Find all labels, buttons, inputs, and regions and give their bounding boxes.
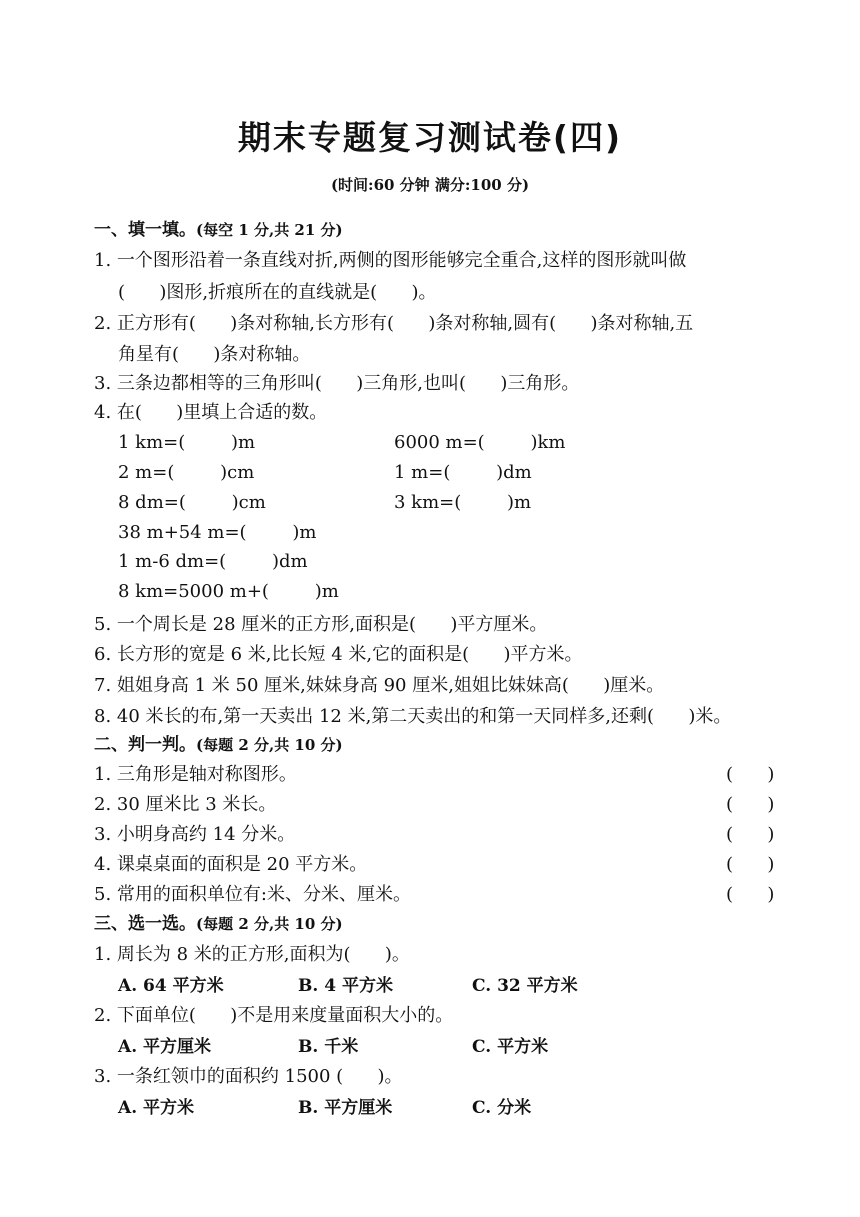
choice-1-option-b: B. 4 平方米 bbox=[298, 976, 393, 996]
section-3-title: 三、选一选。 bbox=[94, 914, 196, 934]
question-2-line-1: 2. 正方形有( )条对称轴,长方形有( )条对称轴,圆有( )条对称轴,五 bbox=[94, 313, 694, 334]
section-1-title: 一、填一填。 bbox=[94, 220, 196, 240]
section-2-note: (每题 2 分,共 10 分) bbox=[196, 736, 343, 754]
judge-bracket-1: ( ) bbox=[726, 764, 775, 785]
conversion-left-3: 8 dm=( )cm bbox=[118, 492, 266, 513]
choice-1-option-c: C. 32 平方米 bbox=[472, 976, 578, 996]
judge-item-5: 5. 常用的面积单位有:米、分米、厘米。 bbox=[94, 884, 411, 905]
question-5: 5. 一个周长是 28 厘米的正方形,面积是( )平方厘米。 bbox=[94, 614, 548, 635]
section-3-heading bbox=[94, 912, 343, 936]
judge-bracket-2: ( ) bbox=[726, 794, 775, 815]
judge-item-3: 3. 小明身高约 14 分米。 bbox=[94, 824, 296, 845]
conversion-left-2: 2 m=( )cm bbox=[118, 462, 255, 483]
section-2-heading bbox=[94, 733, 343, 757]
choice-3-option-c: C. 分米 bbox=[472, 1098, 532, 1118]
judge-bracket-3: ( ) bbox=[726, 824, 775, 845]
exam-info: (时间:60 分钟 满分:100 分) bbox=[330, 176, 530, 194]
judge-item-2: 2. 30 厘米比 3 米长。 bbox=[94, 794, 277, 815]
judge-bracket-4: ( ) bbox=[726, 854, 775, 875]
choice-3-option-a: A. 平方米 bbox=[118, 1098, 195, 1118]
question-7: 7. 姐姐身高 1 米 50 厘米,妹妹身高 90 厘米,姐姐比妹妹高( )厘米。 bbox=[94, 675, 665, 696]
question-1-line-1: 1. 一个图形沿着一条直线对折,两侧的图形能够完全重合,这样的图形就叫做 bbox=[94, 250, 687, 271]
choice-2-option-b: B. 千米 bbox=[298, 1037, 359, 1057]
choice-2-option-c: C. 平方米 bbox=[472, 1037, 549, 1057]
conversion-right-3: 3 km=( )m bbox=[394, 492, 532, 513]
judge-item-4: 4. 课桌桌面的面积是 20 平方米。 bbox=[94, 854, 368, 875]
conversion-left-6: 8 km=5000 m+( )m bbox=[118, 581, 339, 602]
section-1-heading bbox=[94, 218, 343, 242]
section-3-note: (每题 2 分,共 10 分) bbox=[196, 915, 343, 933]
choice-2-option-a: A. 平方厘米 bbox=[118, 1037, 212, 1057]
choice-question-1: 1. 周长为 8 米的正方形,面积为( )。 bbox=[94, 944, 410, 965]
question-1-line-2: ( )图形,折痕所在的直线就是( )。 bbox=[118, 282, 437, 303]
question-6: 6. 长方形的宽是 6 米,比长短 4 米,它的面积是( )平方米。 bbox=[94, 644, 583, 665]
question-8: 8. 40 米长的布,第一天卖出 12 米,第二天卖出的和第一天同样多,还剩( )米。 bbox=[94, 706, 732, 727]
conversion-left-5: 1 m-6 dm=( )dm bbox=[118, 551, 308, 572]
question-3: 3. 三条边都相等的三角形叫( )三角形,也叫( )三角形。 bbox=[94, 373, 580, 394]
conversion-right-1: 6000 m=( )km bbox=[394, 432, 566, 453]
judge-item-1: 1. 三角形是轴对称图形。 bbox=[94, 764, 297, 785]
section-2-title: 二、判一判。 bbox=[94, 735, 196, 755]
choice-1-option-a: A. 64 平方米 bbox=[118, 976, 224, 996]
question-2-line-2: 角星有( )条对称轴。 bbox=[118, 344, 311, 365]
conversion-right-2: 1 m=( )dm bbox=[394, 462, 532, 483]
section-1-note: (每空 1 分,共 21 分) bbox=[196, 221, 343, 239]
question-4: 4. 在( )里填上合适的数。 bbox=[94, 402, 328, 423]
page-title: 期末专题复习测试卷(四) bbox=[237, 118, 623, 157]
choice-3-option-b: B. 平方厘米 bbox=[298, 1098, 393, 1118]
judge-bracket-5: ( ) bbox=[726, 884, 775, 905]
choice-question-3: 3. 一条红领巾的面积约 1500 ( )。 bbox=[94, 1066, 403, 1087]
choice-question-2: 2. 下面单位( )不是用来度量面积大小的。 bbox=[94, 1005, 454, 1026]
conversion-left-1: 1 km=( )m bbox=[118, 432, 256, 453]
conversion-left-4: 38 m+54 m=( )m bbox=[118, 522, 317, 543]
